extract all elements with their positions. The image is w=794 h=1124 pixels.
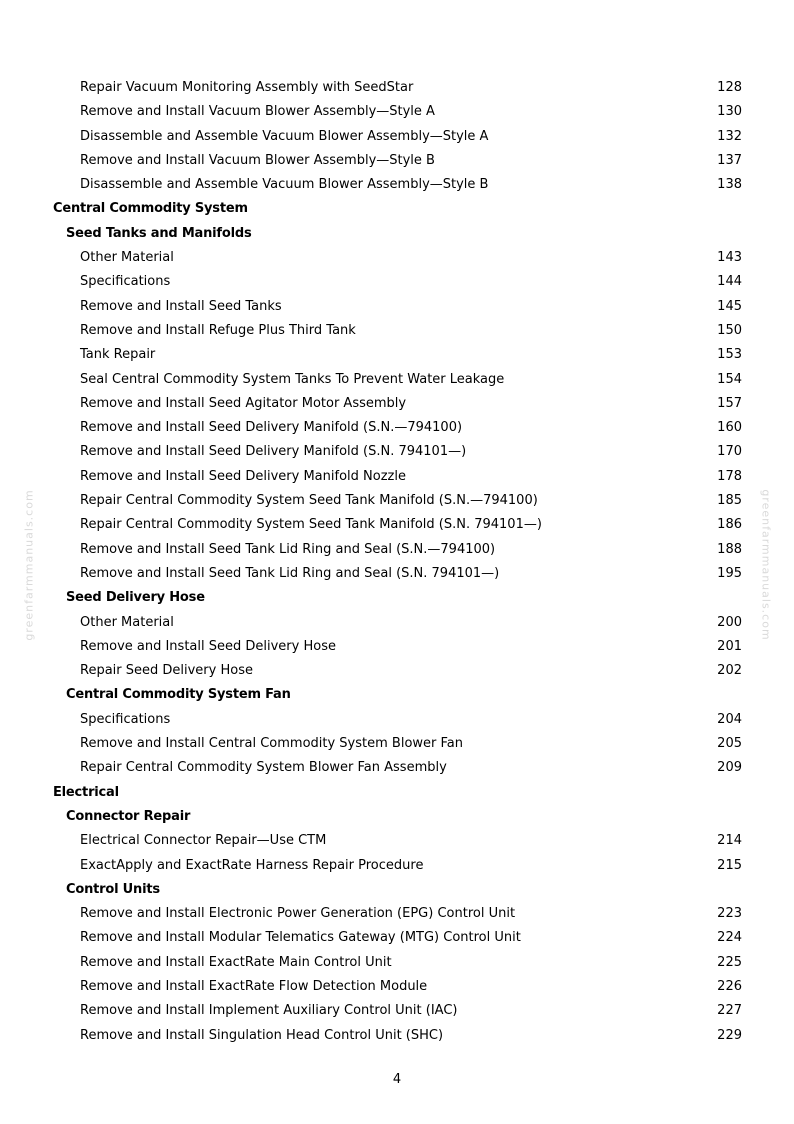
toc-entry-title: Remove and Install Electronic Power Generation (EPG) Control Unit bbox=[80, 906, 516, 922]
toc-entry-title: Remove and Install Seed Agitator Motor Assembly bbox=[80, 395, 407, 411]
toc-entry[interactable] bbox=[0, 392, 794, 416]
toc-entry-title: Tank Repair bbox=[80, 347, 156, 363]
toc-entry-page: 205 bbox=[717, 736, 742, 752]
toc-entry-page: 153 bbox=[717, 347, 742, 363]
toc-entry[interactable] bbox=[0, 270, 794, 294]
toc-entry[interactable] bbox=[0, 513, 794, 537]
toc-entry-title: Remove and Install Seed Delivery Manifold (S.N. 794101—) bbox=[80, 444, 467, 460]
toc-entry-page: 204 bbox=[717, 711, 742, 727]
toc-entry[interactable] bbox=[0, 465, 794, 489]
watermark-right: greenfarmmanuals.com bbox=[759, 489, 773, 641]
toc-entry-page: 227 bbox=[717, 1003, 742, 1019]
toc-entry[interactable] bbox=[0, 635, 794, 659]
toc-subsection-heading bbox=[0, 586, 794, 610]
toc-entry[interactable] bbox=[0, 999, 794, 1023]
toc-entry-page: 214 bbox=[717, 833, 742, 849]
toc-entry-page: 202 bbox=[717, 663, 742, 679]
toc-entry[interactable] bbox=[0, 708, 794, 732]
toc-entry-page: 225 bbox=[717, 954, 742, 970]
toc-entry-title: Remove and Install Vacuum Blower Assembly—Style A bbox=[80, 104, 435, 120]
toc-entry-title: Electrical Connector Repair—Use CTM bbox=[80, 833, 327, 849]
toc-entry[interactable] bbox=[0, 756, 794, 780]
toc-entry-page: 143 bbox=[717, 250, 742, 266]
toc-entry[interactable] bbox=[0, 100, 794, 124]
toc-entry[interactable] bbox=[0, 368, 794, 392]
toc-entry[interactable] bbox=[0, 173, 794, 197]
toc-subsection-heading bbox=[0, 222, 794, 246]
toc-entry-page: 226 bbox=[717, 978, 742, 994]
toc-section-heading bbox=[0, 781, 794, 805]
toc-entry-page: 224 bbox=[717, 930, 742, 946]
toc-entry-title: Disassemble and Assemble Vacuum Blower Assembly—Style B bbox=[80, 177, 489, 193]
toc-entry[interactable] bbox=[0, 951, 794, 975]
toc-entry-title: Repair Vacuum Monitoring Assembly with SeedStar bbox=[80, 80, 414, 95]
toc-entry-title: Remove and Install Refuge Plus Third Tank bbox=[80, 322, 356, 338]
toc-entry-page: 137 bbox=[717, 152, 742, 168]
toc-section-heading bbox=[0, 197, 794, 221]
toc-entry-title: Seed Tanks and Manifolds bbox=[66, 225, 252, 241]
toc-entry-title: Central Commodity System Fan bbox=[66, 687, 291, 703]
toc-entry[interactable] bbox=[0, 829, 794, 853]
watermark-left: greenfarmmanuals.com bbox=[22, 489, 36, 641]
toc-entry-page: 145 bbox=[717, 298, 742, 314]
toc-entry-page: 195 bbox=[717, 565, 742, 581]
toc-entry-page: 186 bbox=[717, 517, 742, 533]
toc-entry-title: Disassemble and Assemble Vacuum Blower Assembly—Style A bbox=[80, 128, 489, 144]
toc-entry[interactable] bbox=[0, 319, 794, 343]
toc-entry[interactable] bbox=[0, 538, 794, 562]
toc-entry-page: 223 bbox=[717, 906, 742, 922]
toc-subsection-heading bbox=[0, 878, 794, 902]
toc-entry-page: 157 bbox=[717, 395, 742, 411]
toc-entry-title: Specifications bbox=[80, 711, 171, 727]
toc-entry-page: 188 bbox=[717, 541, 742, 557]
toc-entry[interactable] bbox=[0, 295, 794, 319]
toc-entry-title: Other Material bbox=[80, 250, 174, 266]
toc-entry[interactable] bbox=[0, 343, 794, 367]
toc-entry[interactable] bbox=[0, 246, 794, 270]
toc-entry-title: Remove and Install Central Commodity System Blower Fan bbox=[80, 736, 463, 752]
toc-entry[interactable] bbox=[0, 611, 794, 635]
toc-entry-page: 160 bbox=[717, 420, 742, 436]
toc-entry-title: Repair Seed Delivery Hose bbox=[80, 663, 253, 679]
toc-entry[interactable] bbox=[0, 562, 794, 586]
table-of-contents bbox=[0, 76, 794, 1048]
toc-entry[interactable] bbox=[0, 975, 794, 999]
toc-entry-page: 132 bbox=[717, 128, 742, 144]
toc-entry-page: 229 bbox=[717, 1027, 742, 1043]
toc-entry-title: Control Units bbox=[66, 881, 160, 897]
toc-entry[interactable] bbox=[0, 76, 794, 100]
toc-entry-title: Remove and Install Seed Tank Lid Ring and Seal (S.N. 794101—) bbox=[80, 565, 500, 581]
toc-entry-page: 185 bbox=[717, 493, 742, 509]
toc-entry[interactable] bbox=[0, 1024, 794, 1048]
toc-entry-title: ExactApply and ExactRate Harness Repair Procedure bbox=[80, 857, 424, 873]
toc-entry-page: 170 bbox=[717, 444, 742, 460]
toc-entry-page: 138 bbox=[717, 177, 742, 193]
toc-entry-title: Connector Repair bbox=[66, 808, 191, 824]
toc-entry-title: Remove and Install Implement Auxiliary Control Unit (IAC) bbox=[80, 1003, 458, 1019]
toc-entry-title: Remove and Install Seed Tank Lid Ring and Seal (S.N.—794100) bbox=[80, 541, 496, 557]
toc-entry-page: 150 bbox=[717, 322, 742, 338]
toc-subsection-heading bbox=[0, 805, 794, 829]
toc-entry-title: Repair Central Commodity System Blower Fan Assembly bbox=[80, 760, 447, 776]
toc-entry-title: Repair Central Commodity System Seed Tank Manifold (S.N. 794101—) bbox=[80, 517, 542, 533]
toc-entry[interactable] bbox=[0, 489, 794, 513]
toc-entry-title: Remove and Install Singulation Head Control Unit (SHC) bbox=[80, 1027, 444, 1043]
toc-entry-title: Remove and Install ExactRate Flow Detection Module bbox=[80, 978, 428, 994]
toc-entry-page: 200 bbox=[717, 614, 742, 630]
toc-entry-page: 215 bbox=[717, 857, 742, 873]
toc-entry[interactable] bbox=[0, 926, 794, 950]
toc-entry-title: Remove and Install ExactRate Main Control Unit bbox=[80, 954, 392, 970]
toc-entry-title: Remove and Install Seed Delivery Manifold Nozzle bbox=[80, 468, 406, 484]
toc-entry-title: Specifications bbox=[80, 274, 171, 290]
toc-entry-title: Remove and Install Seed Tanks bbox=[80, 298, 282, 314]
toc-entry-title: Other Material bbox=[80, 614, 174, 630]
toc-entry-page: 154 bbox=[717, 371, 742, 387]
toc-entry-page: 178 bbox=[717, 468, 742, 484]
toc-entry-title: Repair Central Commodity System Seed Tank Manifold (S.N.—794100) bbox=[80, 493, 538, 509]
toc-entry-page: 201 bbox=[717, 638, 742, 654]
page-number: 4 bbox=[392, 1072, 402, 1087]
toc-entry-page: 128 bbox=[717, 80, 742, 95]
toc-entry[interactable] bbox=[0, 659, 794, 683]
toc-subsection-heading bbox=[0, 683, 794, 707]
toc-entry-title: Central Commodity System bbox=[53, 201, 248, 217]
toc-entry-page: 209 bbox=[717, 760, 742, 776]
toc-entry[interactable] bbox=[0, 416, 794, 440]
toc-entry-title: Seed Delivery Hose bbox=[66, 590, 205, 606]
toc-entry-title: Remove and Install Seed Delivery Manifold (S.N.—794100) bbox=[80, 420, 463, 436]
toc-entry[interactable] bbox=[0, 854, 794, 878]
toc-entry-title: Electrical bbox=[53, 784, 119, 800]
toc-entry-title: Remove and Install Seed Delivery Hose bbox=[80, 638, 336, 654]
toc-entry-title: Remove and Install Modular Telematics Gateway (MTG) Control Unit bbox=[80, 930, 521, 946]
toc-entry-title: Seal Central Commodity System Tanks To Prevent Water Leakage bbox=[80, 371, 505, 387]
toc-entry[interactable] bbox=[0, 149, 794, 173]
toc-entry[interactable] bbox=[0, 902, 794, 926]
toc-entry-page: 144 bbox=[717, 274, 742, 290]
toc-entry-title: Remove and Install Vacuum Blower Assembly—Style B bbox=[80, 152, 435, 168]
toc-entry[interactable] bbox=[0, 125, 794, 149]
toc-entry[interactable] bbox=[0, 732, 794, 756]
toc-entry[interactable] bbox=[0, 440, 794, 464]
toc-entry-page: 130 bbox=[717, 104, 742, 120]
